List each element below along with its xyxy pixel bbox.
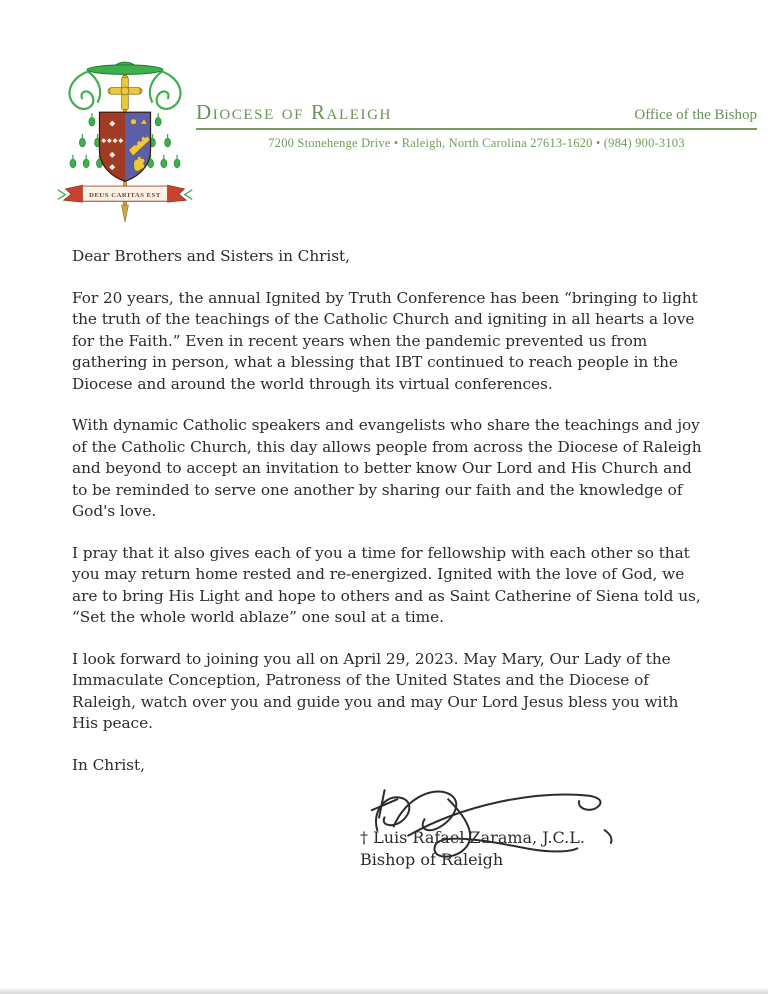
letterhead-title-row [196,100,757,125]
signatory-title: Bishop of Raleigh [360,850,504,869]
letter-body [72,246,708,796]
galero-hat-icon [87,62,163,74]
cross-icon [108,75,142,109]
letterhead-rule [196,128,757,130]
office-name: Office of the Bishop [634,107,757,123]
closing: In Christ, [72,755,145,774]
paragraph-4: I look forward to joining you all on April 29, 2023. May Mary, Our Lady of the Immaculate Conception, Patroness of the United States and the Diocese of Raleigh, watch over you and guide you and may Our Lord Jesus bless you with His peace. [72,649,679,732]
salutation: Dear Brothers and Sisters in Christ, [72,247,350,265]
heraldic-shield [99,112,150,181]
crest-motto-text: DEUS CARITAS EST [89,191,161,199]
signature-block [340,772,655,887]
letterhead [196,100,757,151]
paragraph-1: For 20 years, the annual Ignited by Truth Conference has been “bringing to light the truth of the teachings of the Catholic Church and igniting in all hearts a love for the Faith.” Even in recent years when the pandemic prevented us from gathering in person, what a blessing that IBT continued to reach people in the Diocese and around the world through its virtual conferences. [72,288,698,393]
paragraph-3: I pray that it also gives each of you a time for fellowship with each other so that you may return home rested and re-energized. Ignited with the love of God, we are to bring His Light and hope to others and as Saint Catherine of Siena told us, “Set the whole world ablaze” one soul at a time. [72,543,701,626]
motto-ribbon [58,185,192,202]
paragraph-2: With dynamic Catholic speakers and evangelists who share the teachings and joy of the Catholic Church, this day allows people from across the Diocese of Raleigh and beyond to accept an invitation to better know Our Lord and His Church and to be reminded to serve one another by sharing our faith and the knowledge of God's love. [72,416,702,520]
scan-edge-shadow [0,987,768,994]
organization-name: Diocese of Raleigh [196,100,392,124]
address-line: 7200 Stonehenge Drive • Raleigh, North Carolina 27613-1620 • (984) 900-3103 [268,136,685,150]
diocese-coat-of-arms [54,54,196,232]
signatory-name: † Luis Rafael Zarama, J.C.L. [360,828,585,847]
